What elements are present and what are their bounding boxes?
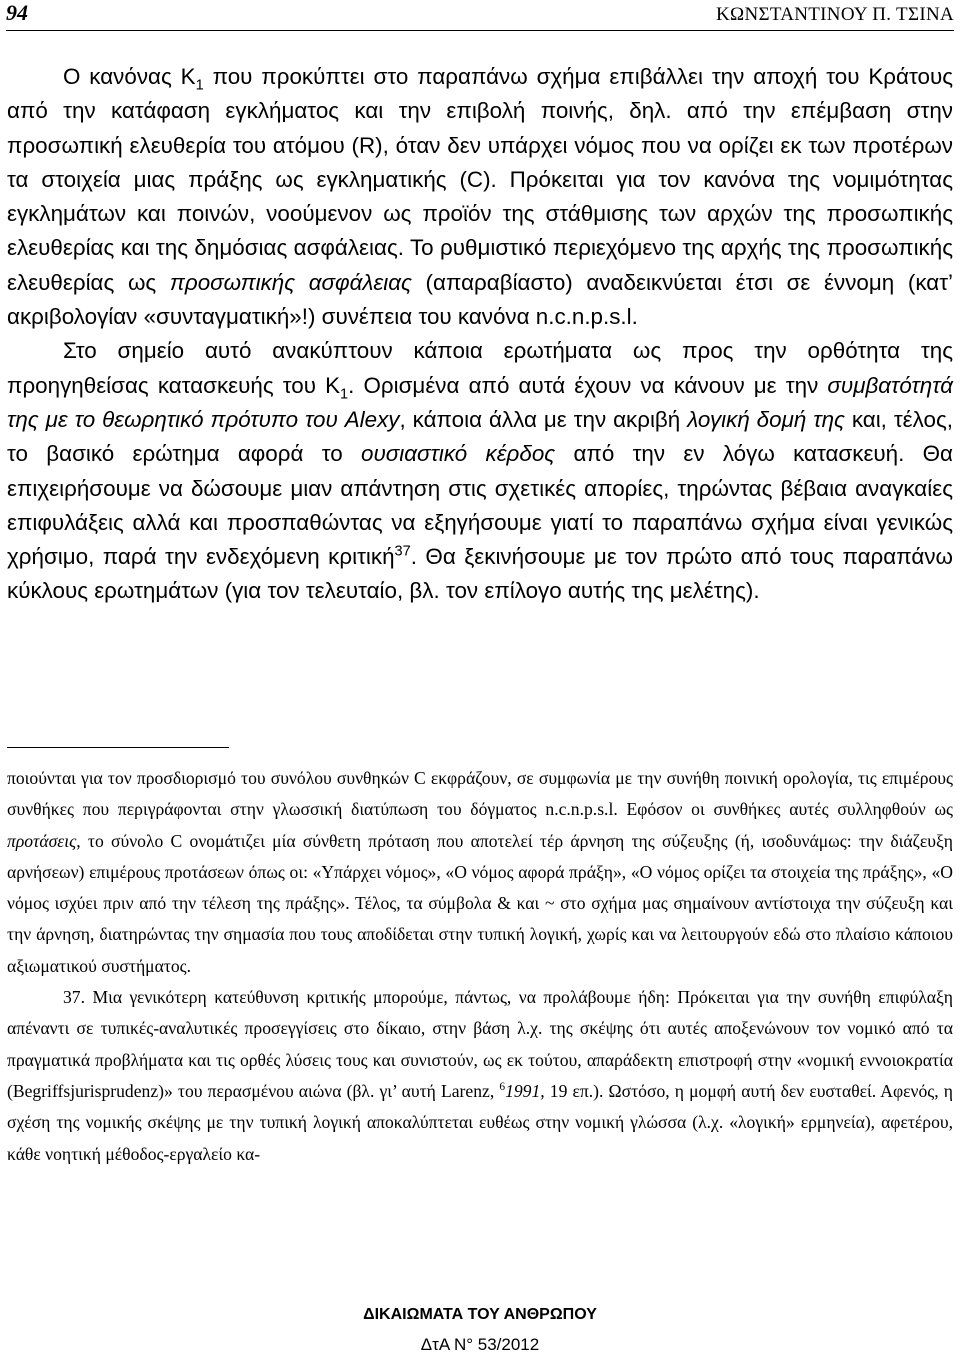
text-run: που προκύπτει στο παραπάνω σχήμα επιβάλλει την αποχή του Κράτους από την κατάφαση εγκλήματος και την επιβολή ποινής, δηλ. από την επέμβαση στην προσωπική ελευθερία του ατόμου (R), όταν δεν υπάρχει νόμος που να ορίζει εκ των προτέρων τα στοιχεία μιας πράξης ως εγκληματικής (C). Πρόκειται για τον κανόνα της νομιμότητας εγκλημάτων και ποινών, νοούμενον ως προϊόν της στάθμισης των αρχών της προσωπικής ελευθερίας και της δημόσιας ασφάλειας. Το ρυθμιστικό περιεχόμενο της αρχής της προσωπικής ελευθερίας ως <box>7 64 953 295</box>
italic-run: λογική δομή της <box>687 406 845 432</box>
italic-run: προτάσεις <box>7 830 77 851</box>
footnote-separator <box>7 747 229 748</box>
text-run: . Θα ξεκινήσουμε με τον πρώτο από τους παραπάνω κύκλους ερωτημάτων (για τον τελευταίο, βλ. τον επίλογο αυτής της μελέτης). <box>7 544 953 604</box>
subscript: 1 <box>195 77 204 94</box>
italic-run: 1991, <box>505 1080 545 1101</box>
running-footer <box>0 1300 960 1360</box>
text-run: Ο κανόνας Κ <box>63 64 196 89</box>
italic-run: ουσιαστικό κέρδος <box>361 441 556 467</box>
paragraph-1 <box>7 60 953 334</box>
running-header <box>6 0 954 31</box>
running-author: ΚΩΝΣΤΑΝΤΙΝΟΥ Π. ΤΣΙΝΑ <box>716 4 954 25</box>
text-run: . Ορισμένα από αυτά έχουν να κάνουν με την <box>348 372 828 398</box>
main-text <box>7 60 953 609</box>
text-run: από την εν λόγω κατασκευή. Θα επιχειρήσουμε να δώσουμε μιαν απάντηση στις σχετικές απορίες, τηρώντας βέβαια αναγκαίες επιφυλάξεις αλλά και προσπαθώντας να εξηγήσουμε γιατί το παραπάνω σχήμα είναι γενικώς χρήσιμο, παρά την ενδεχόμενη κριτική <box>7 441 953 570</box>
footnote-continued <box>7 763 953 982</box>
text-run: ποιούνται για τον προσδιορισμό του συνόλου συνθηκών C εκφράζουν, σε συμφωνία με την συνήθη ποινική ορολογία, τις επιμέρους συνθήκες που περιγράφονται στην γλωσσική διατύπωση του δόγματος n.c.n.p.s.l. Εφόσον οι συνθήκες αυτές συλληφθούν ως <box>7 768 953 820</box>
issue-number: ΔτΑ Ν° 53/2012 <box>420 1335 540 1354</box>
text-run: , το σύνολο C ονομάτιζει μία σύνθετη πρόταση που αποτελεί τέρ άρνηση της σύζευξης (ή, ισοδυνάμως: την διάζευξη αρνήσεων) επιμέρους προτάσεων όπως οι: «Υπάρχει νόμος», «Ο νόμος αφορά πράξη», «Ο νόμος ορίζει τα στοιχεία της πράξης», «Ο νόμος ισχύει πριν από την τέλεση της πράξης». Τέλος, τα σύμβολα & και ~ στο σχήμα μας σημαίνουν αντίστοιχα την σύζευξη και την άρνηση, διατηρώντας την σημασία που τους αποδίδεται στην τυπική λογική, χωρίς και να λειτουργούν εδώ στο πλαίσιο κάποιου αξιωματικού συστήματος. <box>7 830 953 976</box>
text-run: και, τέλος, το βασικό ερώτημα αφορά το <box>7 406 953 467</box>
italic-run: προσωπικής ασφάλειας <box>169 269 412 295</box>
page-number: 94 <box>6 0 28 25</box>
italic-run: συμβατότητά της με το θεωρητικό πρότυπο του Alexy <box>7 372 953 432</box>
paragraph-2 <box>7 334 953 608</box>
footnotes <box>7 763 953 1170</box>
footnote-37 <box>7 982 953 1170</box>
text-run: Μια γενικότερη κατεύθυνση κριτικής μπορούμε, πάντως, να προλάβουμε ήδη: Πρόκειται για την συνήθη επιφύλαξη απέναντι σε τυπικές-αναλυτικές προσεγγίσεις στο δίκαιο, στην βάση λ.χ. της σκέψης ότι αυτές αποξενώνουν τον νομικό από τα πραγματικά προβλήματα και τις ορθές λύσεις τους και συνιστούν, ως εκ τούτου, απαράδεκτη επιστροφή στην «νομική εννοιοκρατία (Begriffsjurisprudenz)» του περασμένου αιώνα (βλ. γι’ αυτή Larenz, <box>7 987 953 1101</box>
text-run: Στο σημείο αυτό ανακύπτουν κάποια ερωτήματα ως προς την ορθότητα της προηγηθείσας κατασκευής του Κ <box>7 338 953 398</box>
footnote-ref-37[interactable]: 37 <box>394 543 411 560</box>
superscript: 6 <box>499 1081 506 1094</box>
text-run: (απαραβίαστο) αναδεικνύεται έτσι σε έννομη (κατ’ ακριβολογίαν «συνταγματική»!) συνέπεια του κανόνα n.c.n.p.s.l. <box>7 269 954 330</box>
footnote-number: 37. <box>63 987 85 1008</box>
journal-title: ΔΙΚΑΙΩΜΑΤΑ ΤΟΥ ΑΝΘΡΩΠΟΥ <box>363 1306 597 1323</box>
text-run: 19 επ.). Ωστόσο, η μομφή αυτή δεν ευσταθεί. Αφενός, η σχέση της νομικής σκέψης με την τυπική λογική αποκαλύπτεται ευθέως στην νομική γλώσσα (λ.χ. «λογική» ερμηνεία), αφετέρου, κάθε νοητική μέθοδος-εργαλείο κα- <box>7 1080 953 1164</box>
subscript: 1 <box>340 386 349 403</box>
text-run: , κάποια άλλα με την ακριβή <box>399 406 688 432</box>
